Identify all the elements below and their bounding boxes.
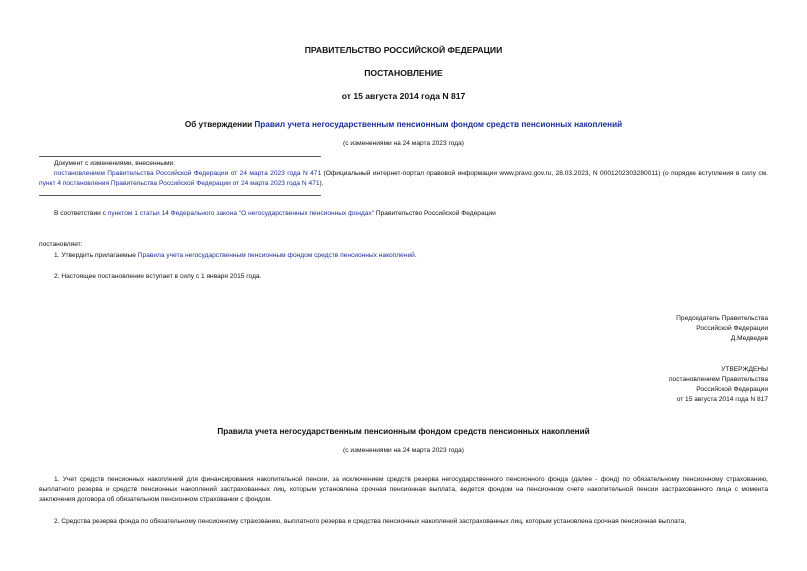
rules-paragraph-2: 2. Средства резерва фонда по обязательному пенсионному страхованию, выплатного резерва и средства пенсионных накоплений застрахованных лиц, которым установлена срочная пенсионная выплата,: [54, 518, 687, 525]
item-1-rules-link[interactable]: Правила учета негосударственным пенсионным фондом средств пенсионных накоплений: [137, 252, 415, 259]
changes-label: Документ с изменениями, внесенными:: [54, 160, 176, 167]
doc-type-heading: ПОСТАНОВЛЕНИЕ: [364, 68, 443, 78]
item-2: 2. Настоящее постановление вступает в силу с 1 января 2015 года.: [54, 273, 262, 280]
changes-text-part1: (Официальный интернет-портал правовой информации www.pravo.gov.ru, 28.03.2023, N 0001202303280011) (о порядке вступления в силу см.: [321, 170, 768, 177]
preamble-text2: Правительство Российской Федерации: [374, 210, 496, 217]
rules-paragraph-1: 1. Учет средств пенсионных накоплений для финансирования накопительной пенсии, за исключением средств резерва негосударственного пенсионного фонда (далее - фонд) по обязательному пенсионному страхованию, выплатного резерва и средств пенсионных накоплений застрахованных лиц, которым установлена срочная пенсионная выплата, ведется фондом на пенсионном счете накопительной пенсии застрахованного лица с момента заключения договора об обязательном пенсионном страховании с фондом.: [39, 476, 768, 503]
signature-name: Д.Медведев: [730, 335, 768, 342]
resolves-label: постановляет:: [39, 241, 83, 248]
changes-link-point4[interactable]: пункт 4 постановления Правительства Российской Федерации от 24 марта 2023 года N 471: [39, 180, 320, 187]
document-title: [0, 120, 807, 129]
date-line: от 15 августа 2014 года N 817: [341, 91, 466, 101]
changes-link-decree[interactable]: постановлением Правительства Российской Федерации от 24 марта 2023 года N 471: [54, 170, 322, 177]
approved-line3: Российской Федерации: [696, 386, 768, 393]
approved-line4: от 15 августа 2014 года N 817: [676, 396, 768, 403]
preamble-text1: В соответствии с: [54, 210, 108, 217]
signature-line2: Российской Федерации: [696, 325, 768, 332]
item-1: [54, 251, 768, 261]
preamble-law-link[interactable]: пунктом 1 статьи 14 Федерального закона "О негосударственных пенсионных фондах": [107, 210, 375, 217]
rules-title: Правила учета негосударственным пенсионным фондом средств пенсионных накоплений: [217, 427, 590, 436]
divider-top: [39, 156, 321, 157]
item-1-suffix: .: [414, 252, 417, 259]
rules-changes-note: (с изменениями на 24 марта 2023 года): [343, 447, 464, 454]
signature-line1: Председатель Правительства: [676, 315, 768, 322]
approved-line1: УТВЕРЖДЕНЫ: [721, 366, 768, 373]
title-prefix: Об утверждении: [184, 120, 255, 129]
changes-text-part2: ).: [319, 180, 324, 187]
approved-line2: постановлением Правительства: [668, 376, 768, 383]
divider-bottom: [39, 195, 321, 196]
changes-text: [39, 169, 768, 189]
title-changes-note: (с изменениями на 24 марта 2023 года): [343, 140, 464, 147]
item-1-prefix: 1. Утвердить прилагаемые: [54, 252, 138, 259]
preamble: [54, 209, 768, 219]
org-heading: ПРАВИТЕЛЬСТВО РОССИЙСКОЙ ФЕДЕРАЦИИ: [304, 45, 503, 55]
title-link[interactable]: Правил учета негосударственным пенсионным фондом средств пенсионных накоплений: [254, 120, 623, 129]
